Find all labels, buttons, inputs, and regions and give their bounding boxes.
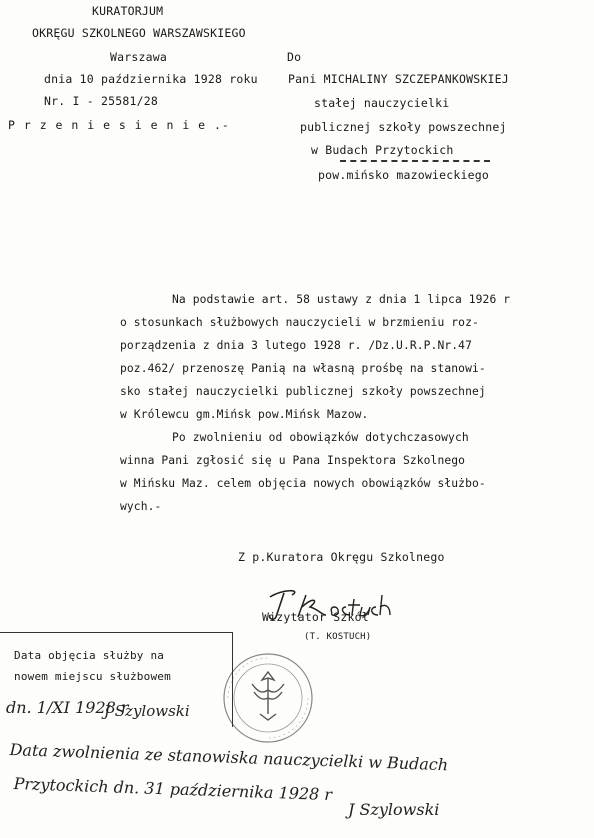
body-line: winna Pani zgłosić się u Pana Inspektora Szkolnego (120, 454, 466, 467)
stamp-box-line1: Data objęcia służby na (14, 649, 165, 662)
body-line: porządzenia z dnia 3 lutego 1928 r. /Dz.U.R.P.Nr.47 (120, 339, 472, 352)
signature-name: (T. KOSTUCH) (304, 632, 372, 642)
signature-title: Wizytator Szkół (262, 610, 369, 624)
recipient-line2: stałej nauczycielki (314, 96, 450, 110)
signature-authority: Z p.Kuratora Okręgu Szkolnego (238, 550, 445, 564)
recipient-underline (340, 160, 490, 162)
sender-number: Nr. I - 25581/28 (44, 94, 158, 108)
body-line: Po zwolnieniu od obowiązków dotychczasowych (172, 431, 469, 444)
sender-line2: OKRĘGU SZKOLNEGO WARSZAWSKIEGO (32, 26, 246, 40)
stamp-box-line2: nowem miejscu służbowem (14, 670, 171, 683)
recipient-line1: Pani MICHALINY SZCZEPANKOWSKIEJ (288, 72, 509, 86)
sender-city: Warszawa (110, 50, 167, 64)
recipient-line4: w Budach Przytockich (311, 143, 454, 157)
recipient-prefix: Do (287, 50, 302, 64)
stamp-box-handwritten-signature: J Szylowski (104, 702, 190, 720)
stamp-box-handwritten-date: dn. 1/XI 1928 r (6, 698, 129, 717)
footer-handwriting-signature: J Szylowski (348, 800, 440, 819)
recipient-line3: publicznej szkoły powszechnej (300, 120, 507, 134)
sender-line1: KURATORJUM (92, 4, 164, 18)
body-line: o stosunkach służbowych nauczycieli w brzmieniu roz- (120, 316, 479, 329)
body-line: w Królewcu gm.Mińsk pow.Mińsk Mazow. (120, 408, 369, 421)
document-subject: P r z e n i e s i e n i e .- (8, 118, 230, 132)
sender-date: dnia 10 października 1928 roku (44, 72, 258, 86)
footer-handwriting-line2: Przytockich dn. 31 października 1928 r (13, 774, 333, 805)
body-line: wych.- (120, 500, 162, 513)
body-line: w Mińsku Maz. celem objęcia nowych obowiązków służbo- (120, 477, 486, 490)
body-line: sko stałej nauczycielki publicznej szkoły powszechnej (120, 385, 486, 398)
recipient-line5: pow.mińsko mazowieckiego (318, 168, 489, 182)
body-line: Na podstawie art. 58 ustawy z dnia 1 lipca 1926 r (172, 293, 511, 306)
official-eagle-seal-icon (218, 648, 318, 748)
body-line: poz.462/ przenoszę Panią na własną prośbę na stanowi- (120, 362, 486, 375)
footer-handwriting-line1: Data zwolnienia ze stanowiska nauczycielki w Budach (9, 740, 449, 775)
